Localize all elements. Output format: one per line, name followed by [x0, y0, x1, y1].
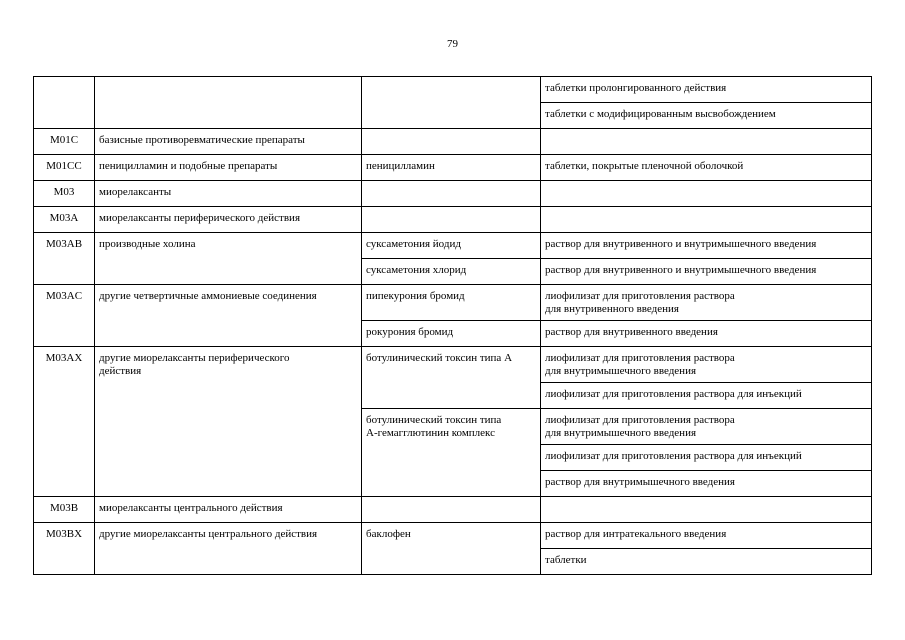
atc-code-cell: M03: [34, 181, 95, 207]
dosage-form-cell: [541, 181, 872, 207]
table-row: [34, 233, 872, 259]
drug-name-cell: [362, 181, 541, 207]
dosage-form-cell: таблетки пролонгированного действия: [541, 77, 872, 103]
drug-name-cell: ботулинический токсин типа A-гемагглютинин комплекс: [362, 409, 541, 497]
dosage-form-cell: таблетки с модифицированным высвобождением: [541, 103, 872, 129]
dosage-form-cell: [541, 497, 872, 523]
atc-group-cell: [95, 77, 362, 129]
drug-name-cell: [362, 207, 541, 233]
dosage-form-cell: раствор для внутривенного введения: [541, 321, 872, 347]
dosage-form-cell: таблетки, покрытые пленочной оболочкой: [541, 155, 872, 181]
atc-code-cell: M01C: [34, 129, 95, 155]
atc-group-cell: производные холина: [95, 233, 362, 285]
drug-name-cell: пипекурония бромид: [362, 285, 541, 321]
atc-group-cell: другие миорелаксанты периферического действия: [95, 347, 362, 497]
table-row: [34, 77, 872, 103]
atc-code-cell: M03B: [34, 497, 95, 523]
dosage-form-cell: таблетки: [541, 549, 872, 575]
table-row: [34, 285, 872, 321]
dosage-form-cell: раствор для интратекального введения: [541, 523, 872, 549]
dosage-form-cell: лиофилизат для приготовления раствора для внутримышечного введения: [541, 409, 872, 445]
atc-code-cell: M01CC: [34, 155, 95, 181]
atc-group-cell: пеницилламин и подобные препараты: [95, 155, 362, 181]
atc-group-cell: другие миорелаксанты центрального действия: [95, 523, 362, 575]
table-row: [34, 129, 872, 155]
dosage-form-cell: [541, 129, 872, 155]
atc-code-cell: M03AX: [34, 347, 95, 497]
atc-code-cell: M03A: [34, 207, 95, 233]
atc-drug-table: [33, 76, 872, 575]
dosage-form-cell: лиофилизат для приготовления раствора для внутривенного введения: [541, 285, 872, 321]
table-row: [34, 523, 872, 549]
drug-name-cell: суксаметония йодид: [362, 233, 541, 259]
table-row: [34, 207, 872, 233]
drug-name-cell: рокурония бромид: [362, 321, 541, 347]
dosage-form-cell: [541, 207, 872, 233]
atc-group-cell: другие четвертичные аммониевые соединения: [95, 285, 362, 347]
drug-name-cell: баклофен: [362, 523, 541, 575]
atc-group-cell: базисные противоревматические препараты: [95, 129, 362, 155]
atc-code-cell: M03BX: [34, 523, 95, 575]
drug-name-cell: пеницилламин: [362, 155, 541, 181]
atc-code-cell: M03AC: [34, 285, 95, 347]
dosage-form-cell: раствор для внутримышечного введения: [541, 471, 872, 497]
drug-name-cell: [362, 497, 541, 523]
drug-name-cell: [362, 129, 541, 155]
atc-code-cell: [34, 77, 95, 129]
dosage-form-cell: лиофилизат для приготовления раствора для внутримышечного введения: [541, 347, 872, 383]
table-row: [34, 181, 872, 207]
atc-group-cell: миорелаксанты периферического действия: [95, 207, 362, 233]
dosage-form-cell: раствор для внутривенного и внутримышечного введения: [541, 233, 872, 259]
atc-code-cell: M03AB: [34, 233, 95, 285]
dosage-form-cell: лиофилизат для приготовления раствора для инъекций: [541, 445, 872, 471]
table-row: [34, 347, 872, 383]
table-row: [34, 155, 872, 181]
dosage-form-cell: лиофилизат для приготовления раствора для инъекций: [541, 383, 872, 409]
drug-name-cell: [362, 77, 541, 129]
atc-group-cell: миорелаксанты: [95, 181, 362, 207]
page-number: 79: [447, 38, 458, 50]
table-row: [34, 497, 872, 523]
drug-name-cell: ботулинический токсин типа A: [362, 347, 541, 409]
drug-name-cell: суксаметония хлорид: [362, 259, 541, 285]
dosage-form-cell: раствор для внутривенного и внутримышечного введения: [541, 259, 872, 285]
atc-group-cell: миорелаксанты центрального действия: [95, 497, 362, 523]
